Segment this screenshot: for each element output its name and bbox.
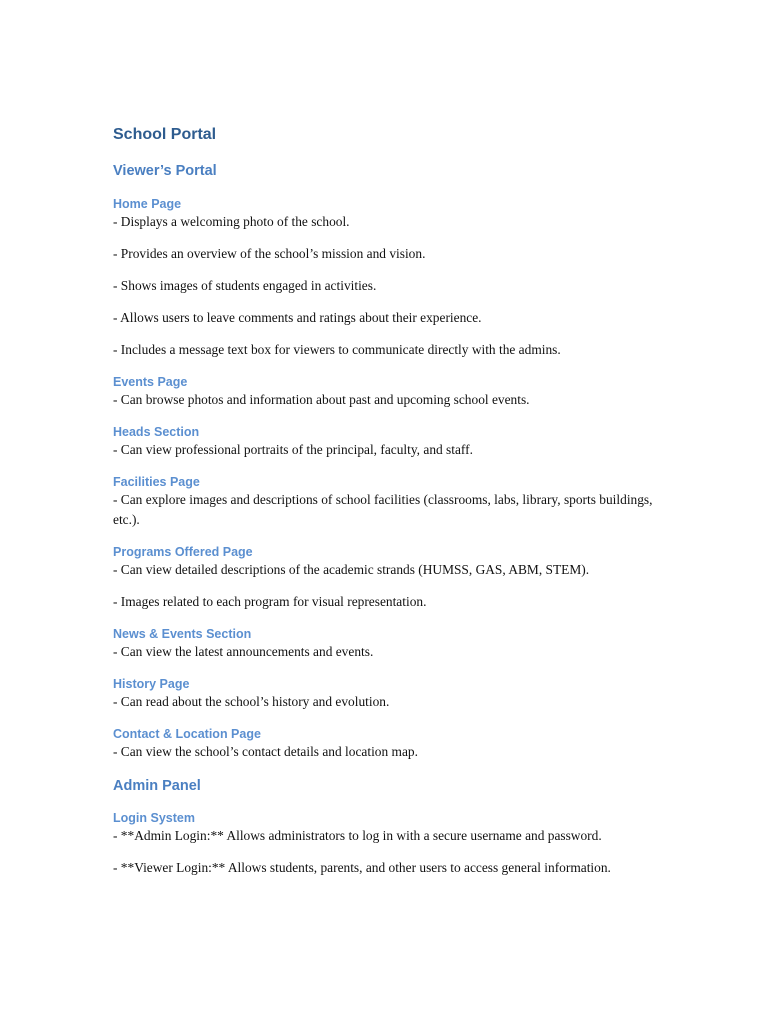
admin-panel-heading: Admin Panel	[113, 778, 201, 794]
section-heading: History Page	[113, 677, 190, 691]
section-facilities-page	[113, 474, 673, 530]
section-heading: Contact & Location Page	[113, 727, 261, 741]
bullet-item: - Can view detailed descriptions of the academic strands (HUMSS, GAS, ABM, STEM).	[113, 562, 590, 577]
bullet-item: - Can view the latest announcements and events.	[113, 644, 374, 659]
section-heads	[113, 424, 673, 460]
section-heading: Facilities Page	[113, 475, 200, 489]
section-home-page	[113, 196, 673, 360]
section-news-events	[113, 626, 673, 662]
bullet-item: - Can read about the school’s history and evolution.	[113, 694, 390, 709]
bullet-item: - Can browse photos and information about past and upcoming school events.	[113, 392, 530, 407]
section-login-system	[113, 810, 673, 878]
viewer-portal-heading: Viewer’s Portal	[113, 163, 217, 179]
bullet-item: - Images related to each program for visual representation.	[113, 594, 427, 609]
bullet-item: - Can view professional portraits of the principal, faculty, and staff.	[113, 442, 473, 457]
bullet-item: - Allows users to leave comments and ratings about their experience.	[113, 310, 482, 325]
section-heading: News & Events Section	[113, 627, 252, 641]
section-heading: Heads Section	[113, 425, 200, 439]
section-events-page	[113, 374, 673, 410]
section-heading: Login System	[113, 811, 195, 825]
bullet-item: - Can view the school’s contact details and location map.	[113, 744, 418, 759]
bullet-item: - Provides an overview of the school’s mission and vision.	[113, 246, 426, 261]
bullet-item: - Can explore images and descriptions of school facilities (classrooms, labs, library, sports buildings, etc.).	[113, 492, 653, 527]
bullet-item: - Displays a welcoming photo of the school.	[113, 214, 350, 229]
bullet-item: - **Admin Login:** Allows administrators to log in with a secure username and password.	[113, 828, 602, 843]
document-page	[113, 124, 673, 878]
section-programs-offered-page	[113, 544, 673, 612]
section-heading: Home Page	[113, 197, 182, 211]
bullet-item: - **Viewer Login:** Allows students, parents, and other users to access general information.	[113, 860, 611, 875]
bullet-item: - Includes a message text box for viewers to communicate directly with the admins.	[113, 342, 561, 357]
section-contact-location-page	[113, 726, 673, 762]
bullet-item: - Shows images of students engaged in activities.	[113, 278, 377, 293]
section-history-page	[113, 676, 673, 712]
section-heading: Programs Offered Page	[113, 545, 253, 559]
document-title: School Portal	[113, 126, 217, 143]
section-heading: Events Page	[113, 375, 188, 389]
